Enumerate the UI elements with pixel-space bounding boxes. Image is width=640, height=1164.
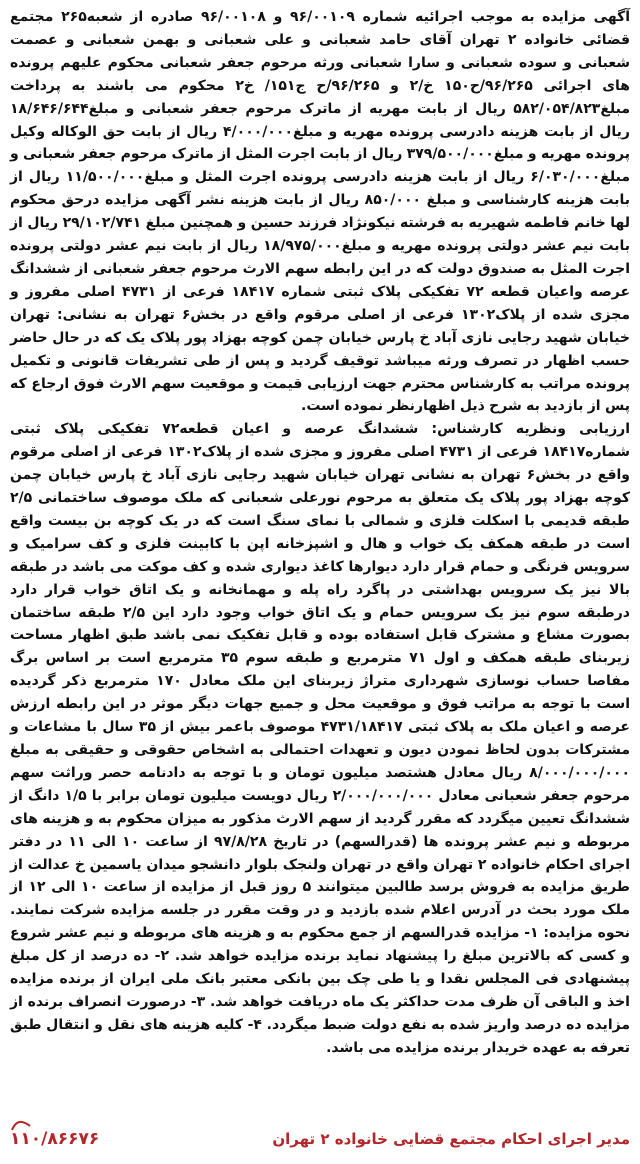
notice-body xyxy=(10,6,630,1060)
notice-paragraph-appraisal: ارزیابی ونظریه کارشناس: ششدانگ عرصه و اعیان قطعه۷۲ تفکیکی پلاک ثبتی شماره۱۸۴۱۷ فرعی از ۴۷۳۱ اصلی مفروز و مجزی شده از پلاک۱۳۰۲ فرعی از اصلی مرقوم واقع در بخش۶ تهران به نشانی تهران خیابان شهید رجایی نازی آباد خ پارس خیابان چمن کوچه بهزاد پور پلاک یک متعلق به مرحوم نورعلی شعبانی که ملک موصوف ساختمانی ۲/۵ طبقه قدیمی با اسکلت فلزی و شمالی با نمای سنگ است که در یک کوچه بن بیست واقع است در طبقه همکف یک خواب و هال و اشپزخانه اپن با کابینت فلزی و کف سرامیک و سرویس فرنگی و حمام قرار دارد دیوارها کاغذ دیواری شده و کف موکت می باشد در طبقه بالا نیز یک سرویس بهداشتی در پاگرد راه پله و مهمانخانه و یک اتاق خواب قرار دارد درطبقه سوم نیز یک سرویس حمام و یک اتاق خواب وجود دارد این ۲/۵ طبقه ساختمان بصورت مشاع و مشترک قابل استفاده بوده و قابل تفکیک نمی باشد طبق اظهار مساحت زیربنای طبقه همکف و اول ۷۱ مترمربع و طبقه سوم ۳۵ مترمربع است بر اساس برگ مفاصا حساب نوسازی شهرداری متراژ زیربنای این ملک معادل ۱۷۰ مترمربع ذکر گردیده است با توجه به مراتب فوق و موقعیت محل و جمیع جهات دیگر موثر در این رابطه ارزش عرصه و اعیان ملک به پلاک ثبتی ۴۷۳۱/۱۸۴۱۷ موصوف باعمر بیش از ۳۵ سال با مشاعات و مشترکات بدون لحاظ نمودن دیون و تعهدات احتمالی به اشخاص حقوقی و حقیقی به مبلغ ۸/۰۰۰/۰۰۰/۰۰۰ ریال معادل هشتصد میلیون تومان و با توجه به دادنامه حصر وراثت سهم مرحوم جعفر شعبانی معادل ۲/۰۰۰/۰۰۰/۰۰۰ ریال دویست میلیون تومان برابر با ۱/۵ دانگ از ششدانگ تعیین میگردد که مقرر گردید از سهم الارث مذکور به میزان محکوم به و هزینه های مربوطه و نیم عشر پرونده ها (قدرالسهم) در تاریخ ۹۷/۸/۲۸ از ساعت ۱۰ الی ۱۱ در دفتر اجرای احکام خانواده ۲ تهران واقع در تهران ولنجک بلوار دانشجو میدان یاسمین خ عدالت از طریق مزایده به فروش برسد طالبین میتوانند ۵ روز قبل از مزایده از ساعت ۱۰ الی ۱۲ از ملک مورد بحث در آدرس اعلام شده بازدید و در وقت مقرر در جلسه مزایده شرکت نمایند. نحوه مزایده: ۱- مزایده قدرالسهم از جمع محکوم به و هزینه های مربوطه و نیم عشر شروع و کسی که بالاترین مبلغ را پیشنهاد نماید برنده مزایده خواهد شد. ۲- ده درصد از کل مبلغ پیشنهادی فی المجلس نقدا و یا طی چک بین بانکی معتبر بانک ملی ایران از برنده مزایده اخذ و الباقی آن ظرف مدت حداکثر یک ماه دریافت خواهد شد. ۳- درصورت انصراف برنده از مزایده ده درصد واریز شده به نفع دولت ضبط میگردد. ۴- کلیه هزینه های نقل و انتقال طبق تعرفه به عهده خریدار برنده مزایده می باشد. xyxy=(10,421,631,1056)
notice-reference-number: ۱۱۰/۸۶۶۷۶ xyxy=(10,1129,100,1149)
corner-mark-icon xyxy=(10,1118,32,1132)
notice-signature: مدیر اجرای احکام مجتمع قضایی خانواده ۲ تهران xyxy=(272,1130,630,1148)
legal-notice xyxy=(10,6,630,1154)
notice-paragraph-auction: آگهی مزایده به موجب اجرائیه شماره ۹۶/۰۰۱۰۹ و ۹۶/۰۰۱۰۸ صادره از شعبه۲۶۵ مجتمع قضائی خانواده ۲ تهران آقای حامد شعبانی و علی شعبانی و بهمن شعبانی و عصمت شعبانی و سوده شعبانی و سارا شعبانی ورثه مرحوم جعفر شعبانی محکوم علیهم پرونده های اجرائی ۹۶/۲۶۵/ح۱۵۰ خ/۲ و ۹۶/۲۶۵/ح ج۱۵۱/ خ۲ محکوم می باشند به پرداخت مبلغ۵۸۲/۰۵۴/۸۲۳ ریال از بابت مهریه از ماترک مرحوم جعفر شعبانی و مبلغ۱۸/۶۴۶/۶۴۴ ریال از بابت هزینه دادرسی پرونده مهریه و مبلغ۴/۰۰۰/۰۰۰ ریال از بابت حق الوکاله وکیل پرونده مهریه و مبلغ۳۷۹/۵۰۰/۰۰۰ ریال از بابت اجرت المثل از ماترک مرحوم جعفر شعبانی و مبلغ۶/۰۳۰/۰۰۰ ریال از بابت هزینه دادرسی پرونده اجرت المثل و مبلغ۱۱/۵۰۰/۰۰۰ ریال از بابت هزینه کارشناسی و مبلغ ۸۵۰/۰۰۰ ریال از بابت هزینه نشر آگهی مزایده درحق محکوم لها خانم فاطمه شهیریه به فرشته نیکونژاد فرزند حسین و همچنین مبلغ ۲۹/۱۰۲/۷۴۱ ریال از بابت نیم عشر دولتی پرونده مهریه و مبلغ۱۸/۹۷۵/۰۰۰ ریال از بابت نیم عشر دولتی پرونده اجرت المثل به صندوق دولت که در این رابطه سهم الارث مرحوم جعفر شعبانی از ششدانگ عرصه واعیان قطعه ۷۲ تفکیکی پلاک ثبتی شماره ۱۸۴۱۷ فرعی از ۴۷۳۱ اصلی مفروز و مجزی شده از پلاک۱۳۰۲ فرعی از اصلی مرقوم واقع در بخش۶ تهران به نشانی: تهران خیابان شهید رجایی نازی آباد خ پارس خیابان چمن کوچه بهزاد پور پلاک یک که در حال حاضر حسب اظهار در تصرف ورثه میباشد توقیف گردید و پس از طی تشریفات قانونی و تکمیل پرونده مراتب به کارشناس محترم جهت ارزیابی قیمت و موقعیت سهم الارث فوق ارجاع که پس از بازدید به شرح ذیل اظهارنظر نموده است. xyxy=(9,9,631,415)
notice-footer xyxy=(10,1124,630,1154)
